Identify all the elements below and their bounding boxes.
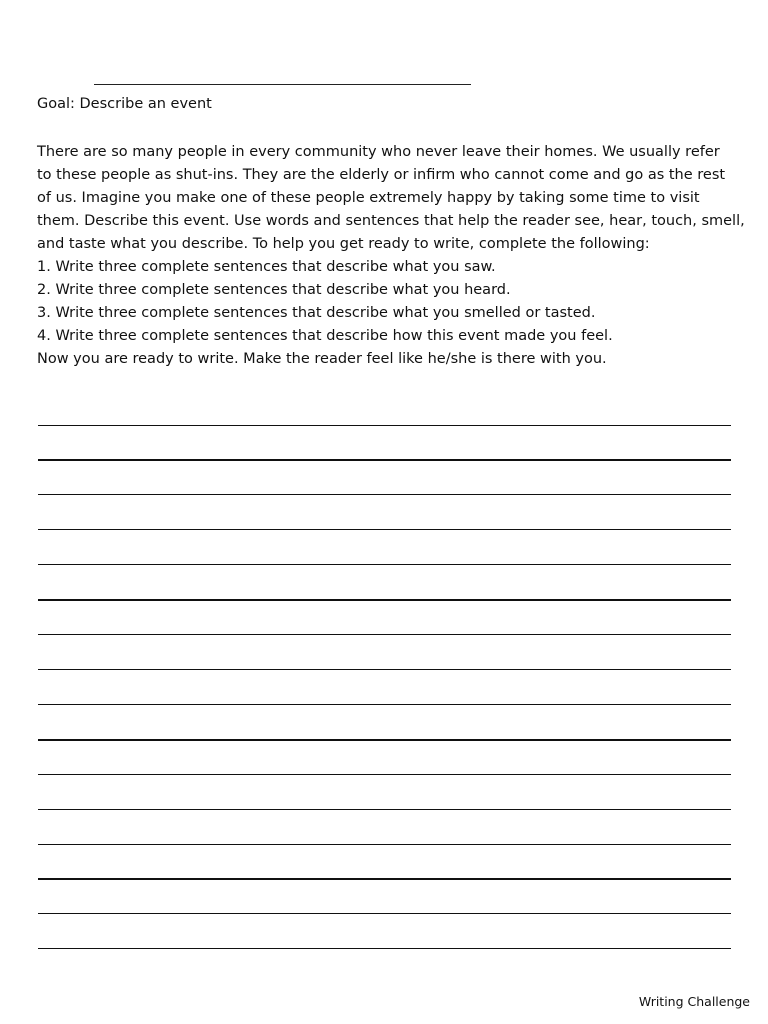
writing-line (38, 425, 731, 426)
writing-line (38, 599, 731, 601)
writing-line (38, 774, 731, 775)
writing-line (38, 634, 731, 635)
prompt-line: and taste what you describe. To help you get ready to write, complete the following: (37, 236, 650, 252)
writing-line (38, 739, 731, 741)
writing-line (38, 844, 731, 845)
prompt-line: There are so many people in every community who never leave their homes. We usually refer (37, 144, 720, 160)
prompt-line: them. Describe this event. Use words and sentences that help the reader see, hear, touch, smell, (37, 213, 745, 229)
instruction-item-1: 1. Write three complete sentences that describe what you saw. (37, 259, 496, 275)
prompt-line: of us. Imagine you make one of these people extremely happy by taking some time to visit (37, 190, 700, 206)
writing-line (38, 494, 731, 495)
writing-line (38, 948, 731, 949)
writing-line (38, 459, 731, 461)
writing-line (38, 704, 731, 705)
footer-label: Writing Challenge (638, 994, 750, 1009)
writing-area (38, 0, 731, 1024)
writing-line (38, 669, 731, 670)
instruction-item-3: 3. Write three complete sentences that describe what you smelled or tasted. (37, 305, 596, 321)
writing-line (38, 913, 731, 914)
writing-line (38, 564, 731, 565)
goal-text: Goal: Describe an event (37, 96, 212, 112)
instruction-item-2: 2. Write three complete sentences that describe what you heard. (37, 282, 511, 298)
instruction-item-4: 4. Write three complete sentences that describe how this event made you feel. (37, 328, 613, 344)
closing-instruction: Now you are ready to write. Make the reader feel like he/she is there with you. (37, 351, 607, 367)
writing-line (38, 878, 731, 880)
writing-line (38, 529, 731, 530)
prompt-line: to these people as shut-ins. They are the elderly or infirm who cannot come and go as the rest (37, 167, 726, 183)
writing-line (38, 809, 731, 810)
